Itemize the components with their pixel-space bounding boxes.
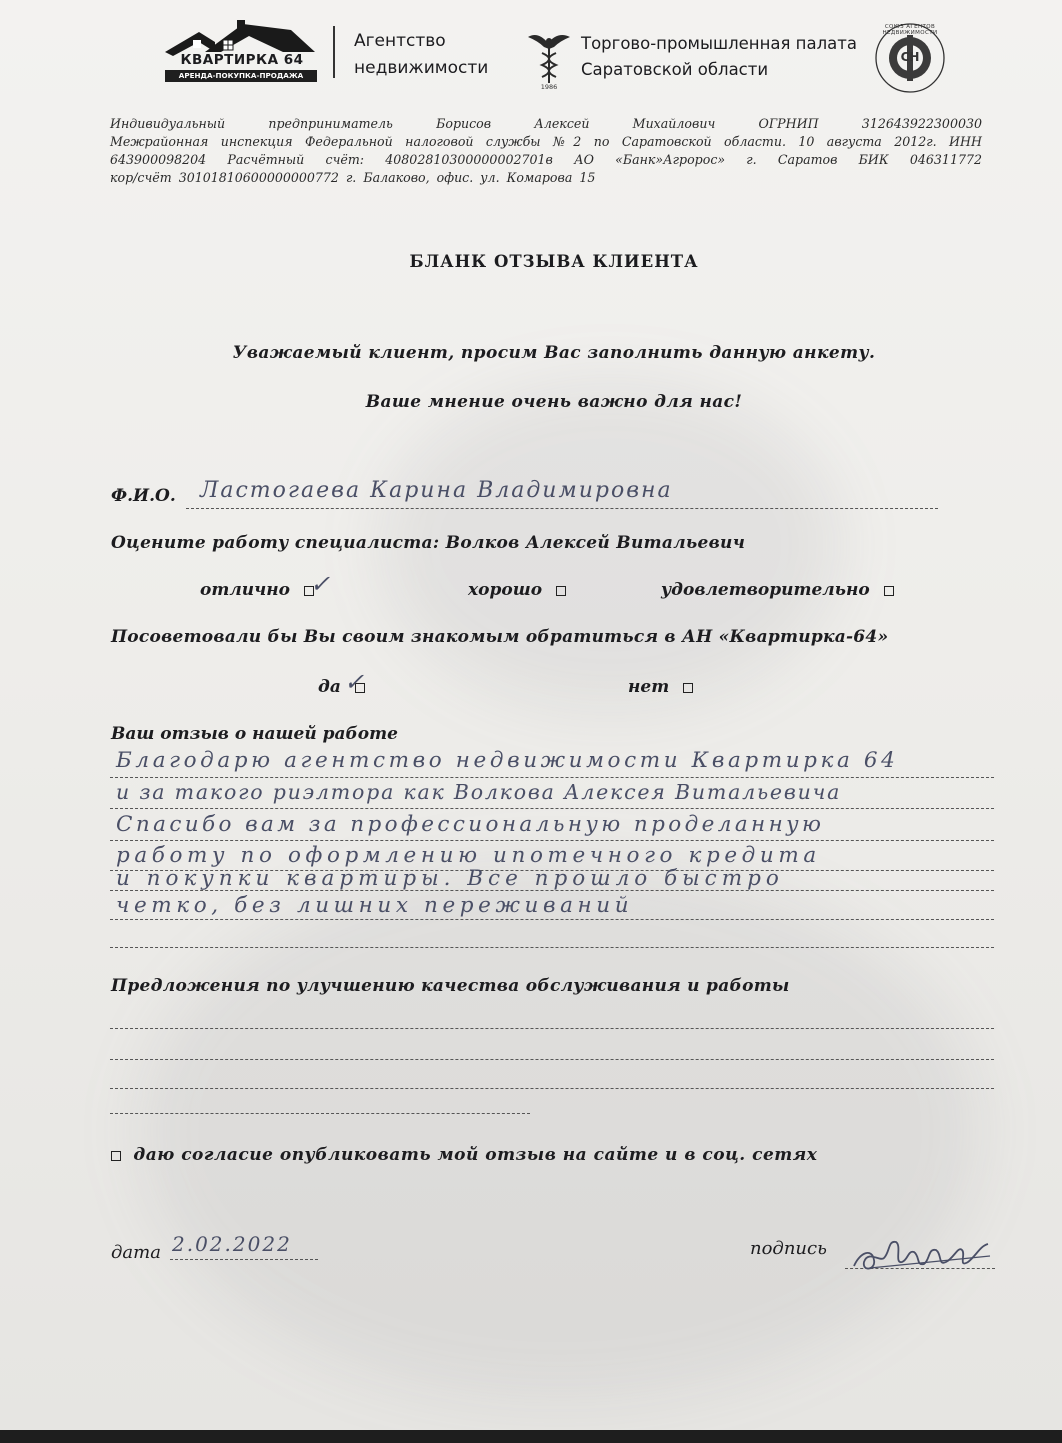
emblem-year: 1986: [540, 83, 558, 91]
rating-option-excellent[interactable]: [200, 580, 314, 600]
review-line: [110, 808, 994, 809]
logo-tagline: АРЕНДА-ПОКУПКА-ПРОДАЖА: [165, 70, 317, 82]
consent-checkbox[interactable]: [111, 1151, 121, 1161]
recommend-no-label: нет: [628, 677, 670, 697]
review-label: Ваш отзыв о нашей работе: [111, 724, 398, 744]
union-seal: [874, 22, 946, 94]
review-text-line[interactable]: Спасибо вам за профессиональную проделанную: [116, 812, 825, 837]
rating-good-checkbox[interactable]: [556, 586, 566, 596]
suggestions-line: [110, 1059, 994, 1060]
shadow: [140, 860, 980, 1400]
subgreeting: Ваше мнение очень важно для нас!: [365, 392, 743, 412]
recommend-yes-label: да: [318, 677, 341, 697]
chamber-line-2: Саратовской области: [581, 60, 769, 79]
date-line: [170, 1259, 318, 1260]
signature-scribble[interactable]: [850, 1232, 1000, 1278]
greeting: Уважаемый клиент, просим Вас заполнить данную анкету.: [232, 343, 876, 363]
rating-option-good[interactable]: [468, 580, 566, 600]
bottom-bar: [0, 1430, 1062, 1443]
suggestions-label: Предложения по улучшению качества обслуживания и работы: [111, 976, 790, 996]
chamber-line-1: Торгово-промышленная палата: [581, 34, 857, 53]
suggestions-line: [110, 1028, 994, 1029]
review-line: [110, 919, 994, 920]
kvartirka-logo: [163, 18, 321, 84]
rating-excellent-label: отлично: [200, 580, 291, 600]
fio-line: [186, 508, 938, 509]
suggestions-line: [110, 1088, 994, 1089]
requisites-line-1: Индивидуальный предприниматель Борисов Алексей Михайлович ОГРНИП 312643922300030: [110, 116, 982, 131]
review-text-line[interactable]: четко, без лишних переживаний: [116, 893, 634, 918]
requisites-line-3: 643900098204 Расчётный счёт: 40802810300000002701в АО «Банк»Агророс» г. Саратов БИК 046311772: [110, 152, 982, 167]
divider: [333, 26, 335, 78]
chamber-emblem: [524, 27, 574, 91]
agency-line-1: Агентство: [354, 31, 446, 51]
date-label: дата: [111, 1242, 161, 1263]
requisites-line-2: Межрайонная инспекция Федеральной налоговой службы №2 по Саратовской области. 10 августа 2012г. ИНН: [110, 134, 982, 149]
rating-good-label: хорошо: [468, 580, 543, 600]
rating-satisfactory-checkbox[interactable]: [884, 586, 894, 596]
rate-label: Оцените работу специалиста: Волков Алексей Витальевич: [111, 533, 746, 553]
recommend-no-checkbox[interactable]: [683, 683, 693, 693]
recommend-option-no[interactable]: [628, 677, 693, 697]
review-text-line[interactable]: Благодарю агентство недвижимости Квартирка 64: [116, 748, 899, 773]
review-text-line[interactable]: и покупки квартиры. Все прошло быстро: [116, 866, 784, 891]
agency-line-2: недвижимости: [354, 58, 489, 78]
seal-ring-text: СОЮЗ АГЕНТОВ НЕДВИЖИМОСТИ: [882, 24, 938, 36]
review-line: [110, 947, 994, 948]
check-mark-icon: ✓: [310, 570, 331, 598]
rating-option-satisfactory[interactable]: [661, 580, 894, 600]
fio-label: Ф.И.О.: [111, 486, 176, 506]
review-line: [110, 777, 994, 778]
caduceus-icon: [524, 27, 574, 85]
requisites-line-4: кор/счёт 30101810600000000772 г. Балаково, офис. ул. Комарова 15: [110, 170, 596, 185]
rating-satisfactory-label: удовлетворительно: [661, 580, 870, 600]
logo-brand: КВАРТИРКА 64: [180, 52, 304, 68]
recommend-label: Посоветовали бы Вы своим знакомым обратиться в АН «Квартирка-64»: [111, 627, 889, 647]
review-text-line[interactable]: работу по оформлению ипотечного кредита: [116, 843, 821, 868]
signature-label: подпись: [750, 1238, 827, 1259]
consent-option[interactable]: [111, 1145, 817, 1165]
check-mark-icon: ✓: [344, 668, 365, 696]
review-text-line[interactable]: и за такого риэлтора как Волкова Алексея Витальевича: [116, 780, 842, 804]
date-value[interactable]: 2.02.2022: [172, 1232, 292, 1256]
seal-initials: СН: [900, 50, 920, 64]
fio-value[interactable]: Ластогаева Карина Владимировна: [200, 478, 673, 503]
review-line: [110, 840, 994, 841]
suggestions-line: [110, 1113, 530, 1114]
form-title: БЛАНК ОТЗЫВА КЛИЕНТА: [409, 252, 699, 271]
consent-label: даю согласие опубликовать мой отзыв на сайте и в соц. сетях: [133, 1145, 818, 1165]
